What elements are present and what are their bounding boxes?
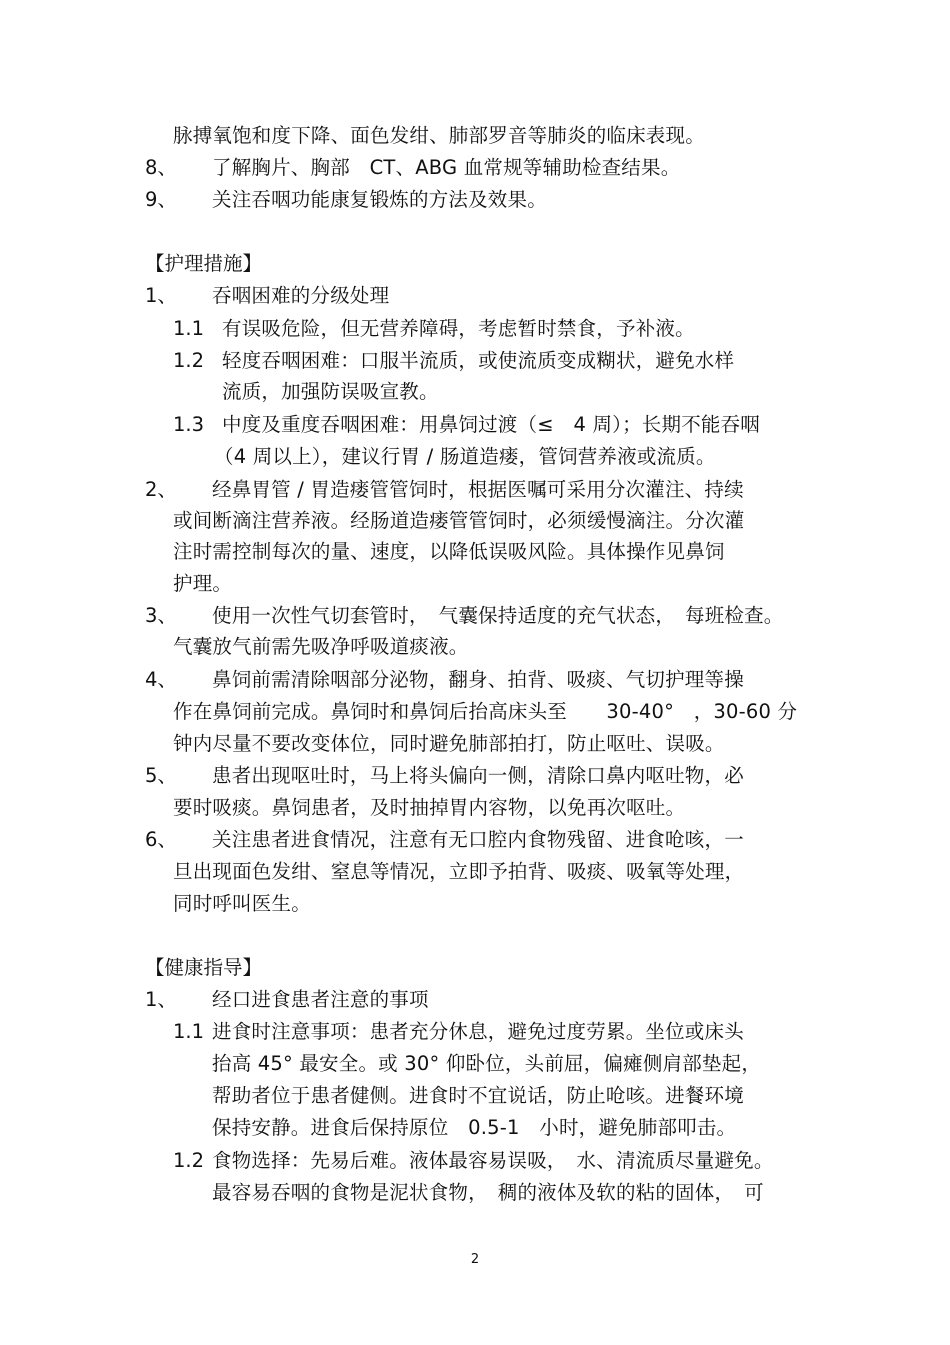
- sub-item-text: 进食时注意事项：患者充分休息，避免过度劳累。坐位或床头: [212, 1020, 744, 1043]
- item-text: 吞咽困难的分级处理: [212, 284, 390, 307]
- item-number: 8、: [145, 156, 177, 179]
- item-text: 关注患者进食情况，注意有无口腔内食物残留、进食呛咳，一: [212, 828, 744, 851]
- item-text: 作在鼻饲前完成。鼻饲时和鼻饲后抬高床头至 30-40° ，30-60 分: [173, 700, 798, 723]
- page-number: 2: [470, 1252, 480, 1267]
- item-text: 经鼻胃管 / 胃造瘘管管饲时，根据医嘱可采用分次灌注、持续: [212, 478, 744, 501]
- item-text: 关注吞咽功能康复锻炼的方法及效果。: [212, 188, 547, 211]
- sub-item-text: 流质，加强防误吸宣教。: [222, 380, 439, 403]
- item-number: 3、: [145, 604, 177, 627]
- sub-item-number: 1.1: [173, 317, 205, 340]
- sub-item-text: 抬高 45° 最安全。或 30° 仰卧位，头前屈，偏瘫侧肩部垫起，: [212, 1052, 762, 1075]
- item-text: 同时呼叫医生。: [173, 892, 311, 915]
- sub-item-text: 保持安静。进食后保持原位 0.5-1 小时，避免肺部叩击。: [212, 1116, 737, 1139]
- item-number: 2、: [145, 478, 177, 501]
- item-text: 要时吸痰。鼻饲患者，及时抽掉胃内容物，以免再次呕吐。: [173, 796, 686, 819]
- sub-item-text: 食物选择：先易后难。液体最容易误吸， 水、清流质尽量避免。: [212, 1149, 774, 1172]
- item-number: 9、: [145, 188, 177, 211]
- sub-item-text: 最容易吞咽的食物是泥状食物， 稠的液体及软的粘的固体， 可: [212, 1181, 764, 1204]
- item-text: 气囊放气前需先吸净呼吸道痰液。: [173, 635, 469, 658]
- sub-item-text: 帮助者位于患者健侧。进食时不宜说话，防止呛咳。进餐环境: [212, 1084, 744, 1107]
- item-text: 鼻饲前需清除咽部分泌物，翻身、拍背、吸痰、气切护理等操: [212, 668, 744, 691]
- sub-item-text: 中度及重度吞咽困难：用鼻饲过渡（≤ 4 周）；长期不能吞咽: [222, 413, 760, 436]
- item-text: 了解胸片、胸部 CT、ABG 血常规等辅助检查结果。: [212, 156, 681, 179]
- item-text: 注时需控制每次的量、速度，以降低误吸风险。具体操作见鼻饲: [173, 540, 725, 563]
- item-text: 经口进食患者注意的事项: [212, 988, 429, 1011]
- item-text: 使用一次性气切套管时， 气囊保持适度的充气状态， 每班检查。: [212, 604, 784, 627]
- item-number: 1、: [145, 284, 177, 307]
- item-text: 护理。: [173, 572, 233, 595]
- sub-item-number: 1.3: [173, 413, 205, 436]
- paragraph-line: 脉搏氧饱和度下降、面色发绀、肺部罗音等肺炎的临床表现。: [173, 124, 705, 147]
- item-text: 或间断滴注营养液。经肠道造瘘管管饲时，必须缓慢滴注。分次灌: [173, 509, 745, 532]
- section-heading-health: 【健康指导】: [145, 956, 263, 979]
- item-number: 1、: [145, 988, 177, 1011]
- item-number: 4、: [145, 668, 177, 691]
- sub-item-number: 1.1: [173, 1020, 205, 1043]
- sub-item-text: 轻度吞咽困难：口服半流质，或使流质变成糊状，避免水样: [222, 349, 735, 372]
- item-text: 旦出现面色发绀、窒息等情况，立即予拍背、吸痰、吸氧等处理，: [173, 860, 745, 883]
- sub-item-number: 1.2: [173, 1149, 205, 1172]
- item-number: 5、: [145, 764, 177, 787]
- sub-item-text: 有误吸危险，但无营养障碍，考虑暂时禁食，予补液。: [222, 317, 695, 340]
- sub-item-text: （4 周以上），建议行胃 / 肠道造瘘，管饲营养液或流质。: [214, 445, 716, 468]
- item-number: 6、: [145, 828, 177, 851]
- section-heading-nursing: 【护理措施】: [145, 252, 263, 275]
- item-text: 患者出现呕吐时，马上将头偏向一侧，清除口鼻内呕吐物，必: [212, 764, 744, 787]
- item-text: 钟内尽量不要改变体位，同时避免肺部拍打，防止呕吐、误吸。: [173, 732, 725, 755]
- sub-item-number: 1.2: [173, 349, 205, 372]
